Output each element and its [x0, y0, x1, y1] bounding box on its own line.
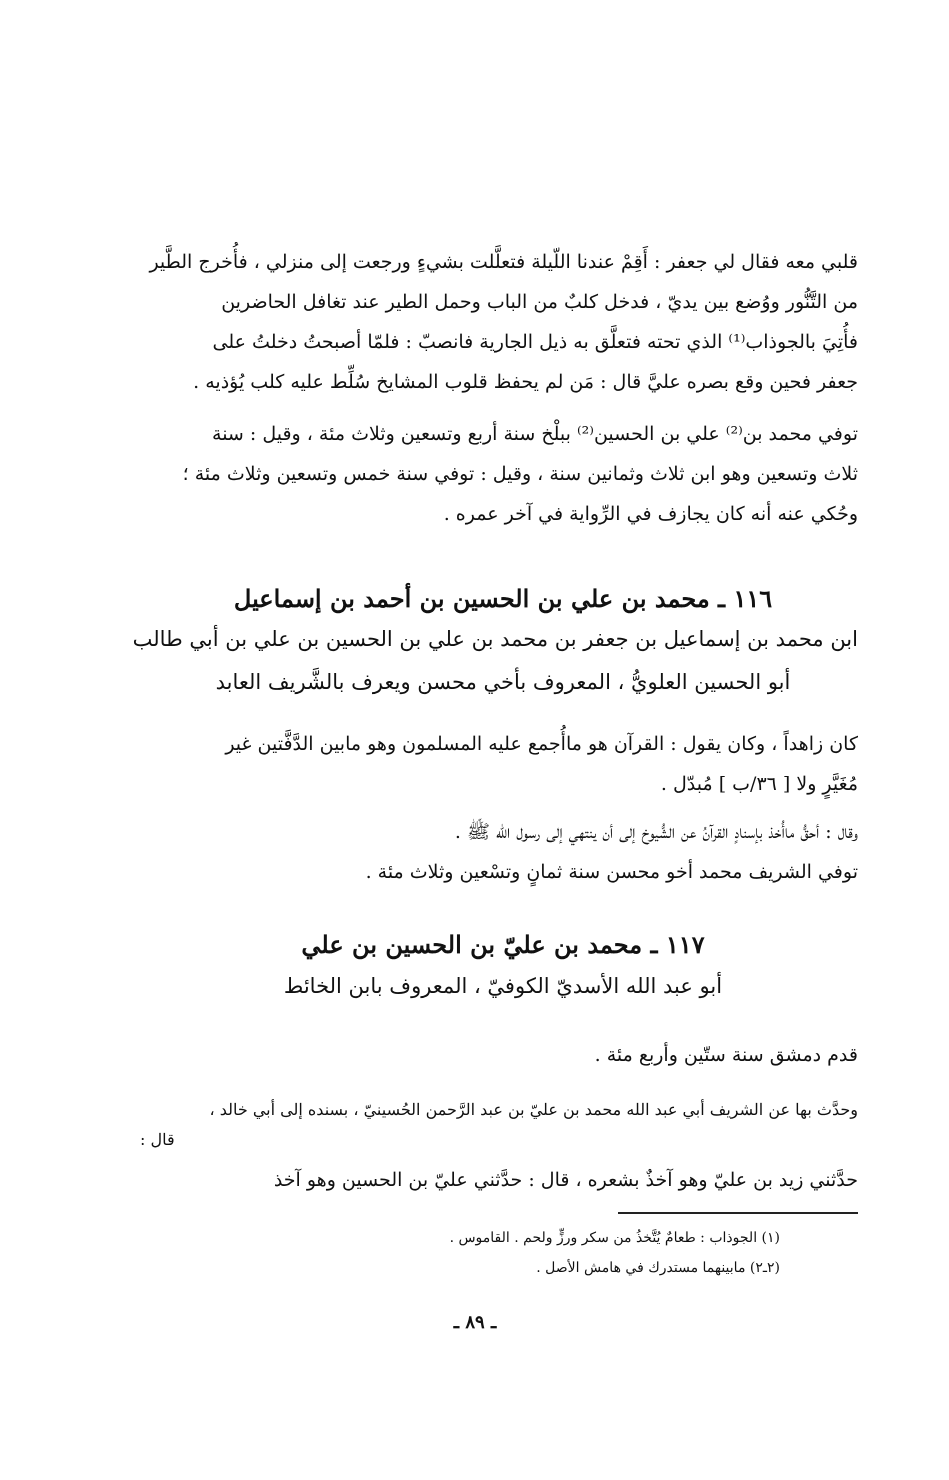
text-line: قدم دمشق سنة ستّين وأربع مئة .	[594, 1044, 858, 1066]
paragraph-2	[148, 414, 858, 534]
text-line: توفي الشريف محمد أخو محسن سنة ثمانٍ وتسْعين وثلاث مئة .	[365, 861, 858, 883]
text-line: ثلاث وتسعين وهو ابن ثلاث وثمانين سنة ، وقيل : توفي سنة خمس وتسعين وثلاث مئة ؛	[182, 463, 858, 485]
entry-117-line-1	[148, 1035, 858, 1075]
text-line: مُغَيَّرٍ ولا [ ٣٦/ب ] مُبدّل .	[660, 773, 858, 795]
entry-117-line-3: قال :	[140, 1130, 175, 1149]
footnote-separator	[618, 1212, 858, 1214]
text-line: كان زاهداً ، وكان يقول : القرآن هو ماأُجمع عليه المسلمون وهو مابين الدَّفَّتين غير	[225, 733, 858, 755]
text-line: قلبي معه فقال لي جعفر : أَقِمْ عندنا اللّيلة فتعلَّلت بشيءٍ ورجعت إلى منزلي ، فأُخرج الطَّير	[149, 251, 858, 273]
text-line: جعفر فحين وقع بصره عليَّ قال : مَن لم يحفظ قلوب المشايخ سُلِّط عليه كلب يُؤذيه .	[193, 371, 858, 393]
footnote-2: (٢ـ٢) مابينهما مستدرك في هامش الأصل .	[536, 1260, 780, 1276]
entry-116-body-2	[148, 812, 858, 892]
footnote-1: (١) الجوذاب : طعامٌ يُتَّخذُ من سكر ورزٍّ ولحم . القاموس .	[449, 1230, 780, 1246]
text-line: من التَّنُّور ووُضع بين يديّ ، فدخل كلبٌ من الباب وحمل الطير عند تغافل الحاضرين	[221, 291, 858, 313]
entry-116-body	[148, 724, 858, 804]
entry-117-title: ١١٧ ـ محمد بن عليّ بن الحسين بن علي	[301, 930, 705, 959]
text-line: فأُتِيَ بالجوذاب⁽¹⁾ الذي تحته فتعلَّق به ذيل الجارية فانصبّ : فلمّا أصبحتُ دخلتُ على	[212, 331, 858, 353]
entry-116-lineage: ابن محمد بن إسماعيل بن جعفر بن محمد بن علي بن الحسين بن علي بن أبي طالب	[132, 627, 858, 651]
entry-117-line-2: وحدَّث بها عن الشريف أبي عبد الله محمد بن عليّ بن عبد الرَّحمن الحُسينيّ ، بسنده إلى أبي خالد ،	[209, 1100, 858, 1119]
paragraph-1	[148, 242, 858, 402]
entry-116-kunya: أبو الحسين العلويُّ ، المعروف بأخي محسن ويعرف بالشَّريف العابد	[215, 670, 791, 694]
page-number: ـ ٨٩ ـ	[453, 1312, 497, 1333]
entry-116-title: ١١٦ ـ محمد بن علي بن الحسين بن أحمد بن إسماعيل	[233, 584, 773, 613]
text-line: وقال : أحقُّ ماأُخذ بإسنادٍ القرآنُ عن الشُّيوخ إلى أن ينتهي إلى رسول الله ﷺ .	[454, 821, 858, 843]
text-line: حدَّثني زيد بن عليّ وهو آخذٌ بشعره ، قال : حدَّثني عليّ بن الحسين وهو آخذ	[273, 1169, 858, 1191]
text-line: وحُكي عنه أنه كان يجازف في الرِّواية في آخر عمره .	[443, 503, 858, 525]
entry-117-line-4	[148, 1160, 858, 1200]
entry-117-kunya: أبو عبد الله الأسديّ الكوفيّ ، المعروف بابن الخائط	[283, 974, 723, 998]
text-line: توفي محمد بن⁽²⁾ علي بن الحسين⁽²⁾ ببلْخ سنة أربع وتسعين وثلاث مئة ، وقيل : سنة	[212, 423, 858, 445]
